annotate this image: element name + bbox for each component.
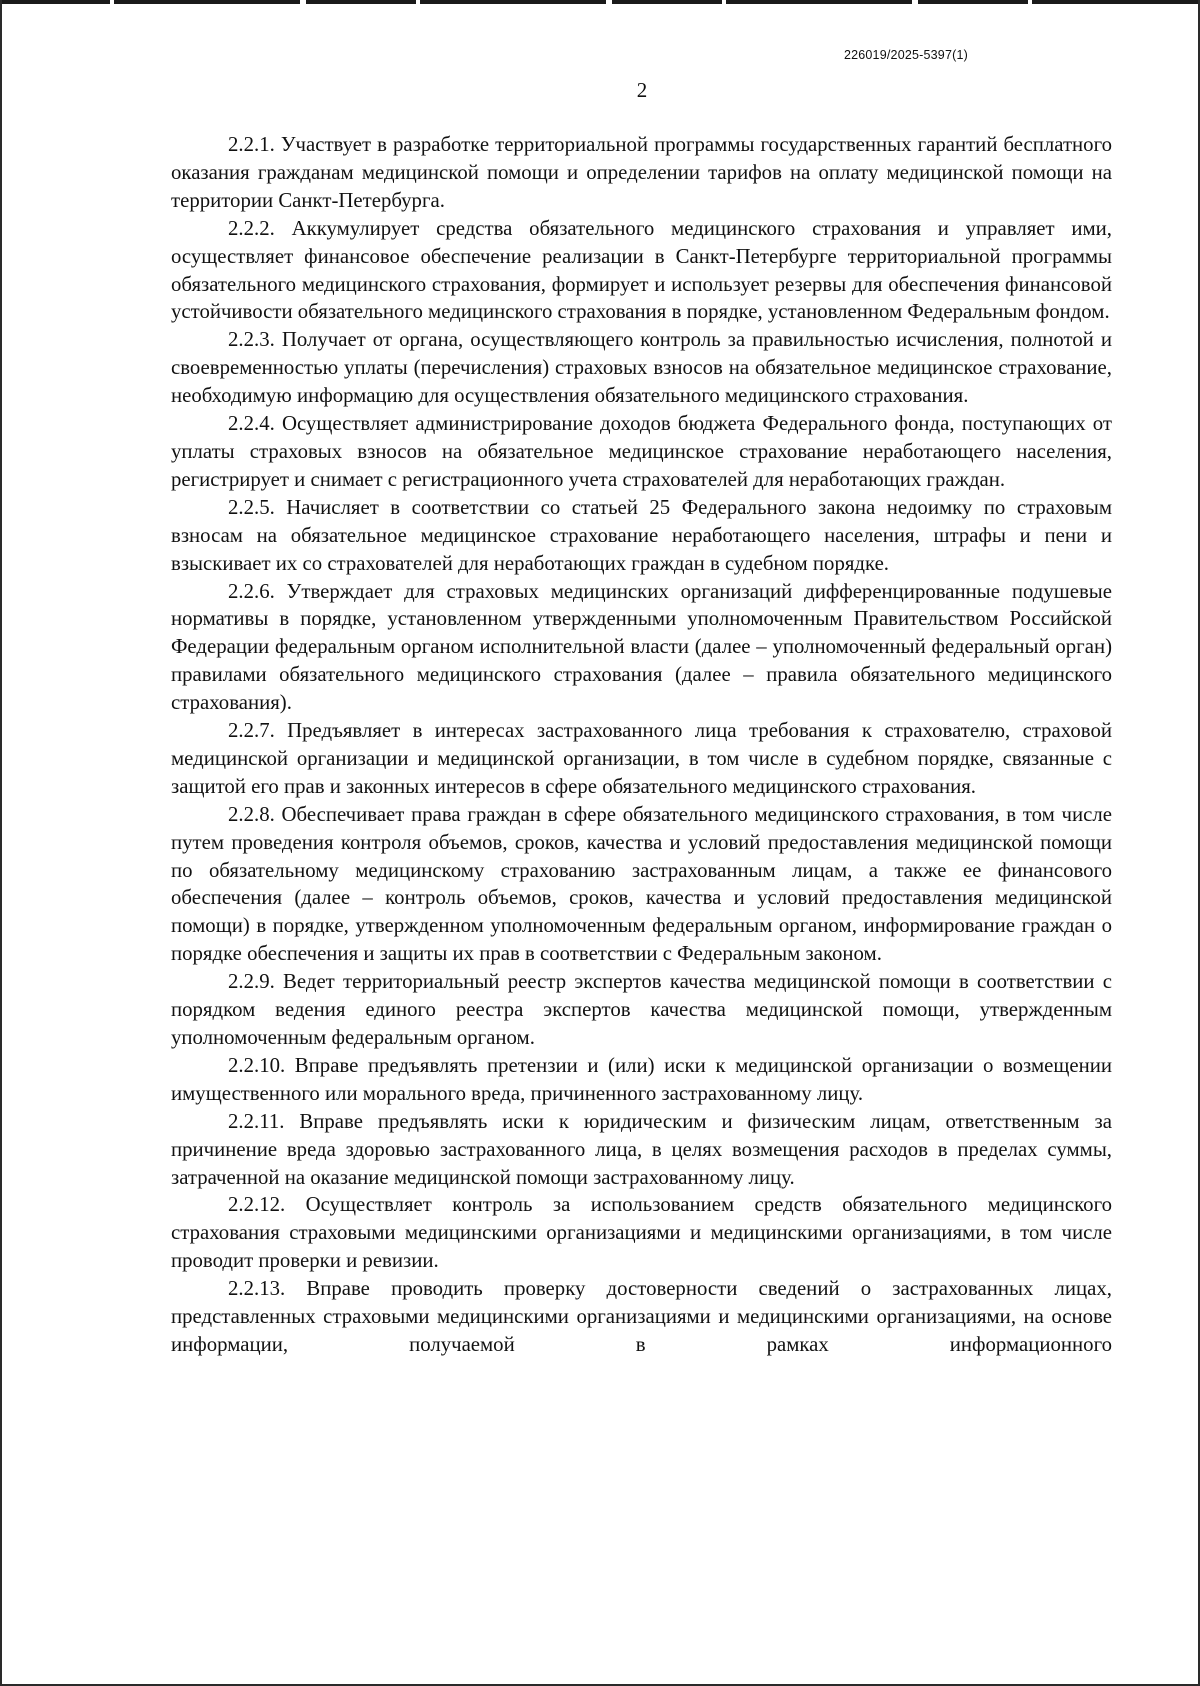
- paragraph-2-2-7: 2.2.7. Предъявляет в интересах застрахованного лица требования к страхователю, страховой медицинской организации и медицинской организации, в том числе в судебном порядке, связанные с защитой его прав и законных интересов в сфере обязательного медицинского страхования.: [171, 719, 1112, 798]
- paragraph-2-2-5: 2.2.5. Начисляет в соответствии со статьей 25 Федерального закона недоимку по страховым взносам на обязательное медицинское страхование неработающего населения, штрафы и пени и взыскивает их со страхователей для неработающих граждан в судебном порядке.: [171, 495, 1112, 575]
- paragraph-2-2-2: 2.2.2. Аккумулирует средства обязательного медицинского страхования и управляет ими, осуществляет финансовое обеспечение реализации в Санкт-Петербурге территориальной программы обязательного медицинского страхования, формирует и использует резервы для обеспечения финансовой устойчивости обязательного медицинского страхования в порядке, установленном Федеральным фондом.: [171, 216, 1112, 324]
- scan-border-left: [0, 0, 2, 1686]
- document-body: [171, 131, 1112, 1359]
- paragraph-2-2-10: 2.2.10. Вправе предъявлять претензии и (или) иски к медицинской организации о возмещении имущественного или морального вреда, причиненного застрахованному лицу.: [171, 1053, 1112, 1105]
- paragraph-2-2-8: 2.2.8. Обеспечивает права граждан в сфере обязательного медицинского страхования, в том числе путем проведения контроля объемов, сроков, качества и условий предоставления медицинской помощи по обязательному медицинскому страхованию застрахованным лицам, а также ее финансового обеспечения (далее – контроль объемов, сроков, качества и условий предоставления медицинской помощи) в порядке, утвержденном уполномоченным федеральным органом, информирование граждан о порядке обеспечения и защиты их прав в соответствии с Федеральным законом.: [171, 802, 1112, 966]
- paragraph-2-2-11: 2.2.11. Вправе предъявлять иски к юридическим и физическим лицам, ответственным за причинение вреда здоровью застрахованного лица, в целях возмещения расходов в пределах суммы, затраченной на оказание медицинской помощи застрахованному лицу.: [171, 1109, 1112, 1189]
- paragraph-2-2-13: 2.2.13. Вправе проводить проверку достоверности сведений о застрахованных лицах, представленных страховыми медицинскими организациями и медицинскими организациями, на основе информации, получаемой в рамках информационного: [171, 1277, 1112, 1356]
- paragraph-2-2-6: 2.2.6. Утверждает для страховых медицинских организаций дифференцированные подушевые нормативы в порядке, установленном утвержденными уполномоченным Правительством Российской Федерации федеральным органом исполнительной власти (далее – уполномоченный федеральный орган) правилами обязательного медицинского страхования (далее – правила обязательного медицинского страхования).: [171, 579, 1112, 715]
- page-number: 2: [636, 78, 648, 102]
- paragraph-2-2-4: 2.2.4. Осуществляет администрирование доходов бюджета Федерального фонда, поступающих от уплаты страховых взносов на обязательное медицинское страхование неработающего населения, регистрирует и снимает с регистрационного учета страхователей для неработающих граждан.: [171, 412, 1112, 491]
- paragraph-2-2-1: 2.2.1. Участвует в разработке территориальной программы государственных гарантий бесплатного оказания гражданам медицинской помощи и определении тарифов на оплату медицинской помощи на территории Санкт-Петербурга.: [171, 133, 1112, 212]
- paragraph-2-2-12: 2.2.12. Осуществляет контроль за использованием средств обязательного медицинского страхования страховыми медицинскими организациями и медицинскими организациями, в том числе проводит проверки и ревизии.: [171, 1193, 1112, 1273]
- paragraph-2-2-3: 2.2.3. Получает от органа, осуществляющего контроль за правильностью исчисления, полнотой и своевременностью уплаты (перечисления) страховых взносов на обязательное медицинское страхование, необходимую информацию для осуществления обязательного медицинского страхования.: [171, 328, 1112, 408]
- document-registration-number: 226019/2025-5397(1): [843, 48, 968, 62]
- paragraph-2-2-9: 2.2.9. Ведет территориальный реестр экспертов качества медицинской помощи в соответствии с порядком ведения единого реестра экспертов качества медицинской помощи, утвержденным уполномоченным федеральным органом.: [171, 970, 1112, 1049]
- scan-border-top: [0, 0, 1200, 4]
